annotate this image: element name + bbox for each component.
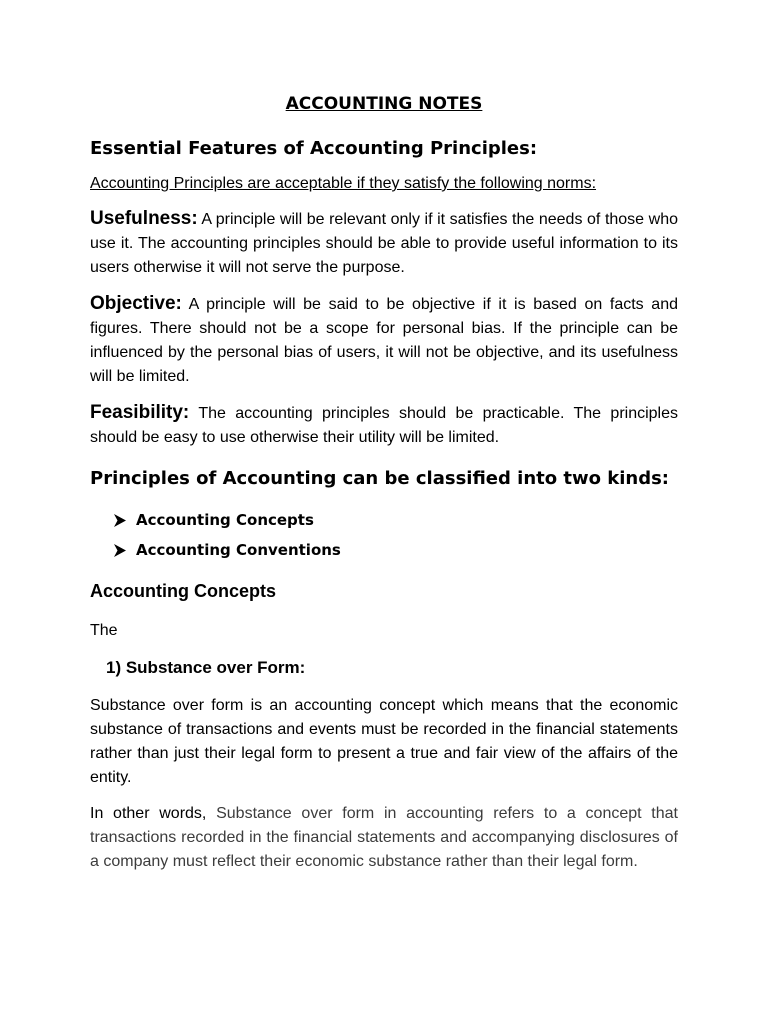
- feature-objective: [90, 292, 678, 389]
- feature-usefulness: [90, 207, 678, 280]
- feature-text: A principle will be said to be objective if it is based on facts and figures. There should not be a scope for personal bias. If the principle can be influenced by the personal bias of users, it will not be objective, and its usefulness will be limited.: [90, 296, 679, 385]
- feature-term: Objective:: [90, 293, 182, 314]
- kinds-list: [90, 505, 678, 565]
- subheading-substance-over-form: 1) Substance over Form:: [106, 658, 306, 677]
- heading-two-kinds: Principles of Accounting can be classified into two kinds:: [90, 468, 669, 489]
- feature-term: Feasibility:: [90, 402, 190, 423]
- norms-line: Accounting Principles are acceptable if they satisfy the following norms:: [90, 175, 597, 192]
- feature-feasibility: [90, 401, 678, 450]
- other-words-lead: In other words,: [90, 805, 207, 822]
- document-title: ACCOUNTING NOTES: [285, 94, 483, 114]
- list-item-label: Accounting Concepts: [136, 511, 314, 529]
- the-text: The: [90, 622, 118, 639]
- list-item: [114, 505, 678, 535]
- list-item-label: Accounting Conventions: [136, 541, 341, 559]
- arrowhead-bullet-icon: [114, 514, 126, 527]
- feature-term: Usefulness:: [90, 208, 198, 229]
- arrowhead-bullet-icon: [114, 544, 126, 557]
- feature-text: A principle will be relevant only if it satisfies the needs of those who use it. The accounting principles should be able to provide useful information to its users otherwise it will not serve the purpose.: [90, 211, 679, 276]
- heading-accounting-concepts: Accounting Concepts: [90, 581, 277, 601]
- other-words-text: Substance over form in accounting refers to a concept that transactions recorded in the financial statements and accompanying disclosures of a company must reflect their economic substance rather than their legal form.: [90, 805, 678, 870]
- feature-text: The accounting principles should be practicable. The principles should be easy to use otherwise their utility will be limited.: [90, 405, 679, 446]
- substance-paragraph: Substance over form is an accounting concept which means that the economic substance of transactions and events must be recorded in the financial statements rather than just their legal form to present a true and fair view of the affairs of the entity.: [90, 697, 678, 786]
- list-item: [114, 535, 678, 565]
- heading-essential-features: Essential Features of Accounting Principles:: [90, 138, 538, 159]
- other-words-paragraph: [90, 802, 678, 874]
